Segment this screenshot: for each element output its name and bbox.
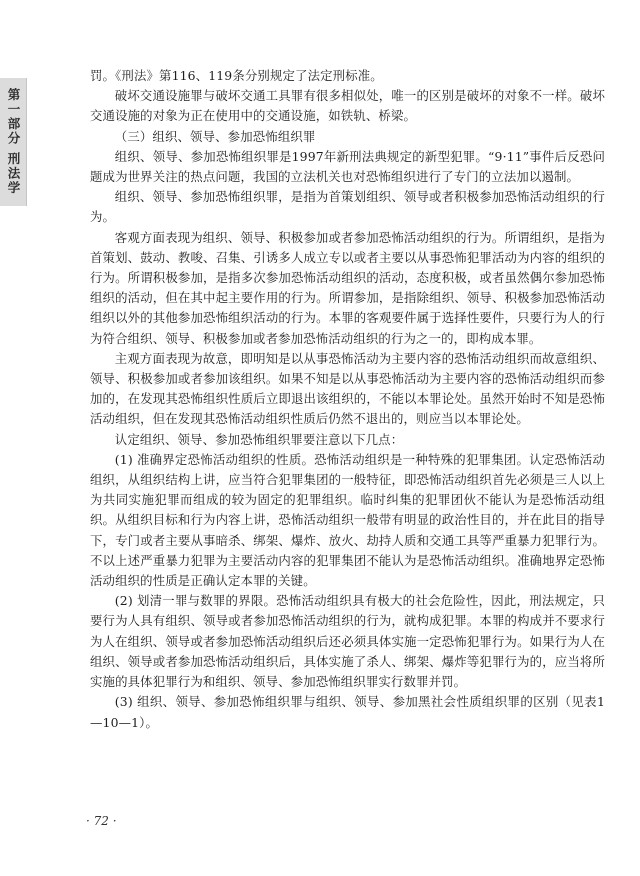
paragraph: 客观方面表现为组织、领导、积极参加或者参加恐怖活动组织的行为。所谓组织，是指为首策划、鼓动、教唆、召集、引诱多人成立专以或者主要以从事恐怖犯罪活动为内容的组织的行为。所谓积极参加，是指多次参加恐怖活动组织的活动，态度积极，或者虽然偶尔参加恐怖组织的活动，但在其中起主要作用的行为。所谓参加，是指除组织、领导、积极参加恐怖活动组织以外的其他参加恐怖组织活动的行为。本罪的客观要件属于选择性要件，只要行为人的行为符合组织、领导、积极参加或者参加恐怖活动组织的行为之一的，即构成本罪。 bbox=[90, 229, 605, 346]
paragraph: 组织、领导、参加恐怖组织罪，是指为首策划组织、领导或者积极参加恐怖活动组织的行为。 bbox=[90, 189, 605, 225]
page-number: · 72 · bbox=[86, 814, 117, 828]
paragraph: (1) 准确界定恐怖活动组织的性质。恐怖活动组织是一种特殊的犯罪集团。认定恐怖活动组织，从组织结构上讲，应当符合犯罪集团的一般特征，即恐怖活动组织首先必须是三人以上为共同实施犯罪而组成的较为固定的犯罪组织。临时纠集的犯罪团伙不能认为是恐怖活动组织。从组织目标和行为内容上讲，恐怖活动组织一般带有明显的政治性目的，并在此目的指导下，专门或者主要从事暗杀、绑架、爆炸、放火、劫持人质和交通工具等严重暴力犯罪行为。不以上述严重暴力犯罪为主要活动内容的犯罪集团不能认为是恐怖活动组织。准确地界定恐怖活动组织的性质是正确认定本罪的关键。 bbox=[90, 451, 605, 589]
paragraph: (2) 划清一罪与数罪的界限。恐怖活动组织具有极大的社会危险性，因此，刑法规定，只要行为人具有组织、领导或者参加恐怖活动组织的行为，就构成犯罪。本罪的构成并不要求行为人在组织、领导或者参加恐怖活动组织后还必须具体实施一定恐怖犯罪行为。如果行为人在组织、领导或者参加恐怖活动组织后，具体实施了杀人、绑架、爆炸等犯罪行为的，应当将所实施的具体犯罪行为和组织、领导、参加恐怖组织罪实行数罪并罚。 bbox=[90, 593, 605, 690]
paragraph: 罚。《刑法》第116、119条分别规定了法定刑标准。 bbox=[90, 68, 383, 83]
paragraph: 认定组织、领导、参加恐怖组织罪要注意以下几点： bbox=[114, 431, 404, 447]
paragraph: 主观方面表现为故意，即明知是以从事恐怖活动为主要内容的恐怖活动组织而故意组织、领导、积极参加或者参加该组织。如果不知是以从事恐怖活动为主要内容的恐怖活动组织而参加的，在发现其恐怖组织性质后立即退出该组织的，不能以本罪论处。虽然开始时不知是恐怖活动组织，但在发现其恐怖活动组织性质后仍然不退出的，则应当以本罪论处。 bbox=[90, 350, 605, 427]
section-side-tab bbox=[0, 78, 27, 206]
page-body bbox=[90, 66, 605, 733]
paragraph: 组织、领导、参加恐怖组织罪是1997年新刑法典规定的新型犯罪。“9·11”事件后反恐问题成为世界关注的热点问题，我国的立法机关也对恐怖组织进行了专门的立法加以遏制。 bbox=[90, 148, 605, 185]
section-heading: （三）组织、领导、参加恐怖组织罪 bbox=[114, 128, 316, 144]
paragraph: (3) 组织、领导、参加恐怖组织罪与组织、领导、参加黑社会性质组织罪的区别（见表1—10—1）。 bbox=[90, 694, 605, 730]
paragraph: 破坏交通设施罪与破坏交通工具罪有很多相似处，唯一的区别是破坏的对象不一样。破坏交通设施的对象为正在使用中的交通设施，如铁轨、桥梁。 bbox=[90, 88, 605, 124]
part-label: 第一部分 bbox=[6, 88, 21, 147]
subject-label: 刑法学 bbox=[6, 152, 21, 196]
